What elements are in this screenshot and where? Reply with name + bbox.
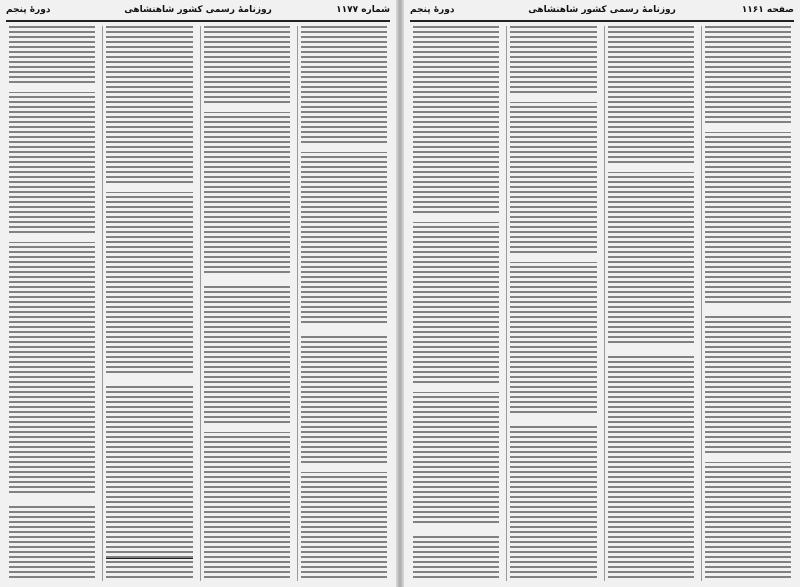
left-header-number: شماره ۱۱۷۷ bbox=[336, 5, 390, 15]
left-header-edition: دورهٔ پنجم bbox=[6, 5, 51, 15]
body-text-lines bbox=[413, 26, 499, 581]
left-page bbox=[0, 0, 396, 587]
text-column bbox=[297, 26, 390, 581]
left-header-title: روزنامهٔ رسمی کشور شاهنشاهی bbox=[124, 5, 272, 15]
text-column bbox=[102, 26, 195, 581]
text-column bbox=[604, 26, 697, 581]
right-header-edition: دورهٔ پنجم bbox=[410, 5, 455, 15]
right-page bbox=[404, 0, 800, 587]
text-column bbox=[701, 26, 794, 581]
text-column bbox=[506, 26, 599, 581]
left-page-columns bbox=[6, 26, 390, 581]
right-page-header bbox=[410, 4, 794, 22]
text-column bbox=[200, 26, 293, 581]
right-header-number: صفحه ۱۱۶۱ bbox=[741, 5, 794, 15]
binding-gutter bbox=[396, 0, 404, 587]
left-page-header bbox=[6, 4, 390, 22]
body-text-lines bbox=[705, 26, 791, 581]
right-header-title: روزنامهٔ رسمی کشور شاهنشاهی bbox=[528, 5, 676, 15]
text-column bbox=[6, 26, 98, 581]
body-text-lines bbox=[608, 26, 694, 581]
text-column bbox=[410, 26, 502, 581]
body-text-lines bbox=[510, 26, 596, 581]
right-page-columns bbox=[410, 26, 794, 581]
body-text-lines bbox=[301, 26, 387, 581]
body-text-lines bbox=[106, 26, 192, 581]
section-rule bbox=[106, 558, 192, 559]
